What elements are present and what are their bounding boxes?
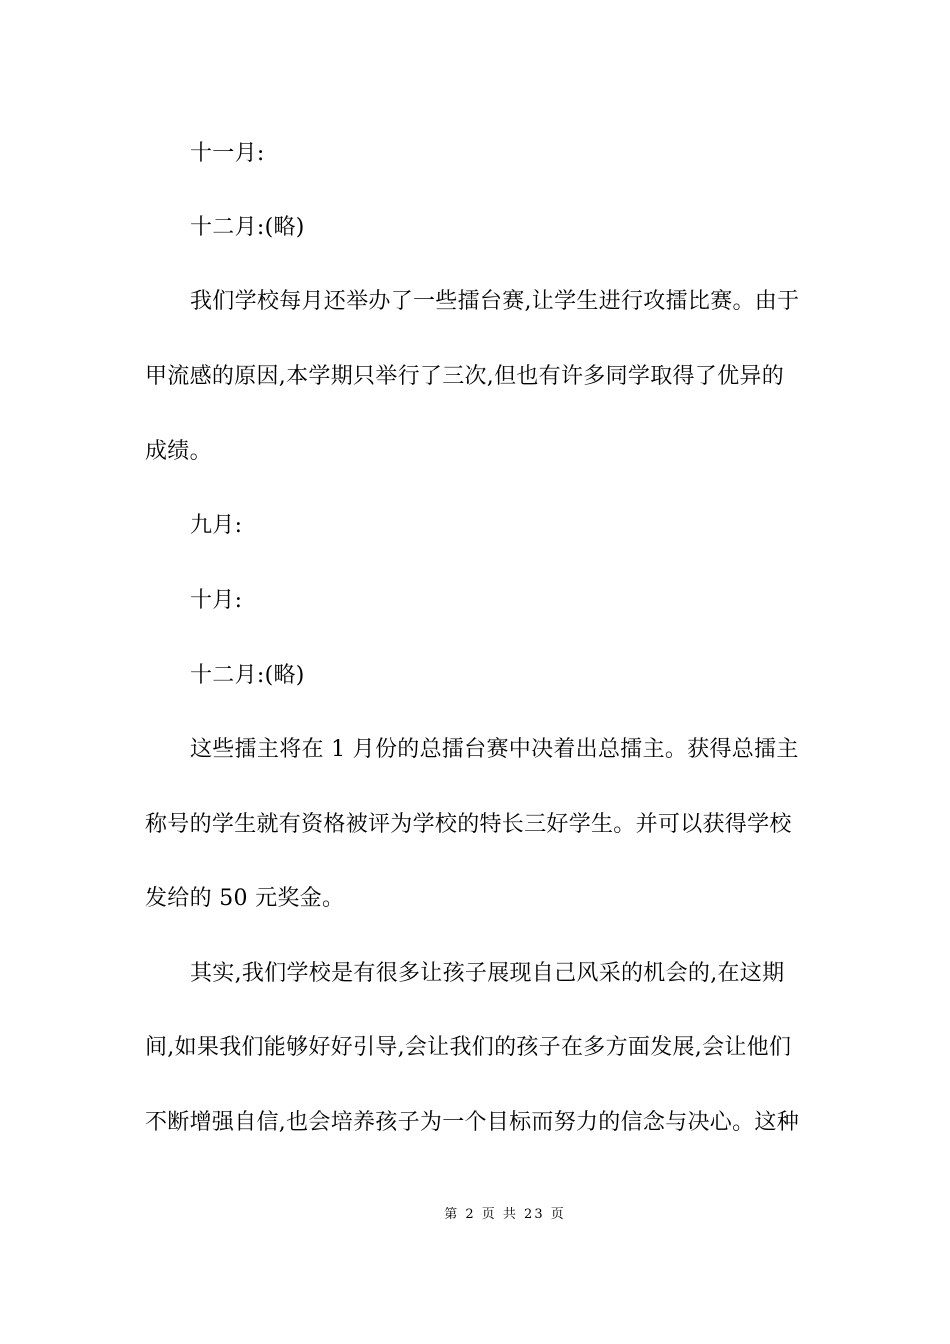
paragraph-line: 我们学校每月还举办了一些擂台赛,让学生进行攻擂比赛。由于 (190, 289, 800, 314)
paragraph-line: 称号的学生就有资格被评为学校的特长三好学生。并可以获得学校 (145, 812, 792, 837)
paragraph-line: 发给的 50 元奖金。 (145, 886, 345, 911)
text-line-december: 十二月:(略) (190, 215, 305, 240)
page-number-footer: 第 2 页 共 23 页 (444, 1207, 566, 1222)
text-line-december-2: 十二月:(略) (190, 663, 305, 688)
text-line-october: 十月: (190, 588, 243, 613)
paragraph-line: 这些擂主将在 1 月份的总擂台赛中决着出总擂主。获得总擂主 (190, 737, 799, 762)
paragraph-line: 间,如果我们能够好好引导,会让我们的孩子在多方面发展,会让他们 (145, 1035, 792, 1060)
text-line-september: 九月: (190, 513, 243, 538)
paragraph-line: 不断增强自信,也会培养孩子为一个目标而努力的信念与决心。这种 (145, 1110, 799, 1135)
paragraph-line: 其实,我们学校是有很多让孩子展现自己风采的机会的,在这期 (190, 961, 785, 986)
paragraph-line: 成绩。 (145, 439, 212, 464)
paragraph-line: 甲流感的原因,本学期只举行了三次,但也有许多同学取得了优异的 (145, 364, 784, 389)
text-line-november: 十一月: (190, 141, 265, 166)
